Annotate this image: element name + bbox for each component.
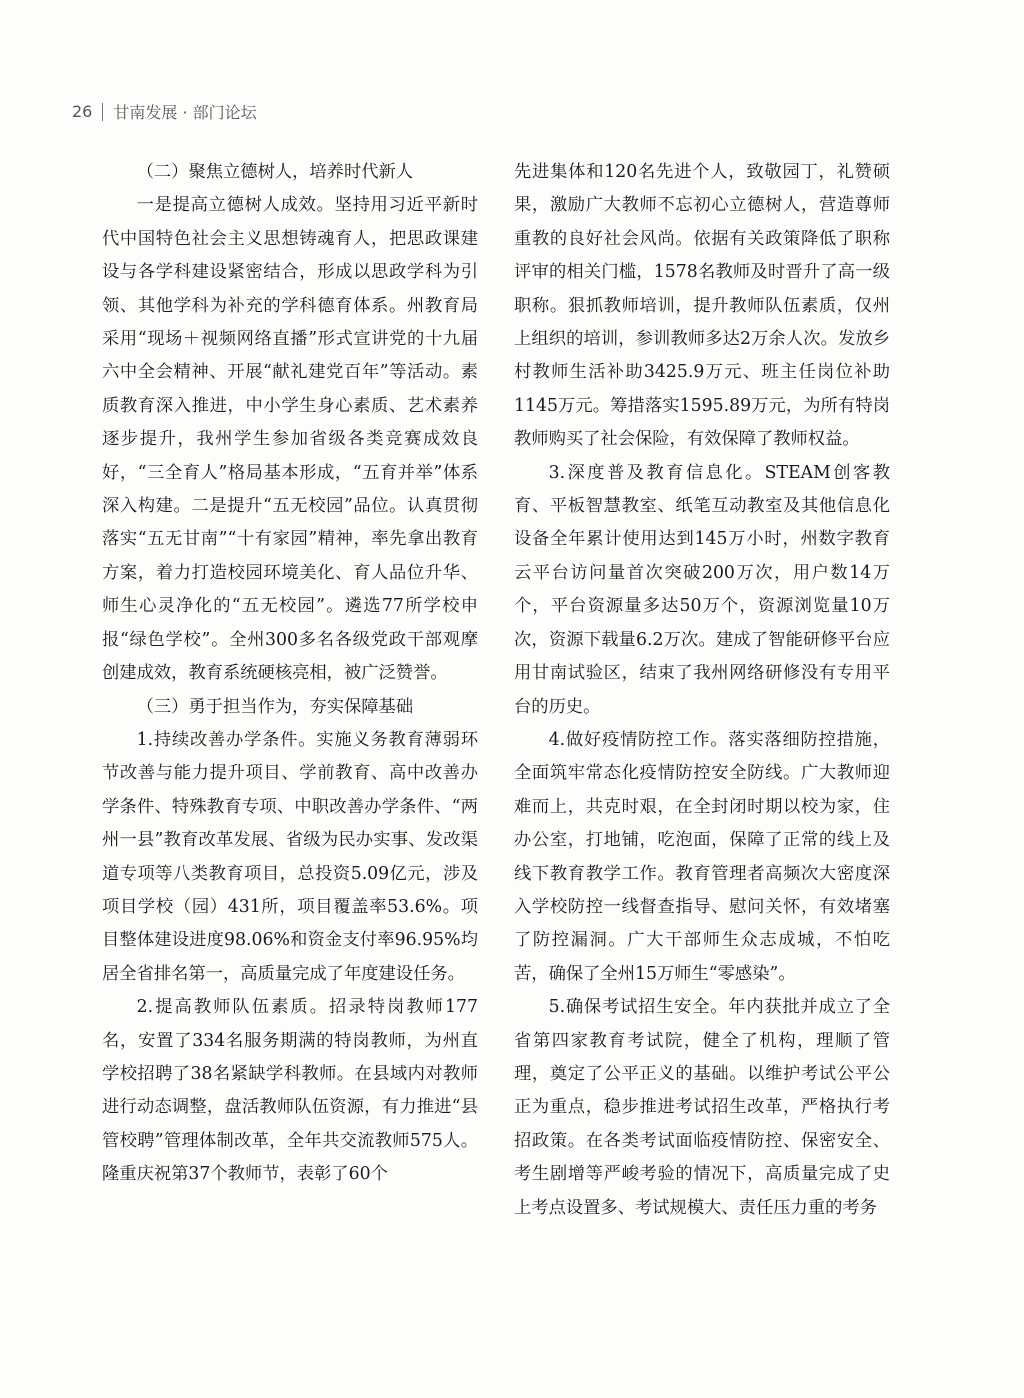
right-paragraph-3: 4.做好疫情防控工作。落实落细防控措施，全面筑牢常态化疫情防控安全防线。广大教师迎难而上，共克时艰，在全封闭时期以校为家，住办公室，打地铺，吃泡面，保障了正常的线上及线下教育教学工作。教育管理者高频次大密度深入学校防控一线督查指导、慰问关怀，有效堵塞了防控漏洞。广大干部师生众志成城，不怕吃苦，确保了全州15万师生“零感染”。 <box>514 729 890 984</box>
right-paragraph-2: 3.深度普及教育信息化。STEAM创客教育、平板智慧教室、纸笔互动教室及其他信息化设备全年累计使用达到145万小时，州数字教育云平台访问量首次突破200万次，用户数14万个，平台资源量多达50万个，资源浏览量10万次，资源下载量6.2万次。建成了智能研修平台应用甘南试验区，结束了我州网络研修没有专用平台的历史。 <box>514 462 890 717</box>
left-heading-2: （二）聚焦立德树人，培养时代新人 <box>136 162 414 182</box>
header-divider <box>102 103 103 121</box>
left-paragraph-1: 一是提高立德树人成效。坚持用习近平新时代中国特色社会主义思想铸魂育人，把思政课建设与各学科建设紧密结合，形成以思政学科为引领、其他学科为补充的学科德育体系。州教育局采用“现场＋视频网络直播”形式宣讲党的十九届六中全会精神、开展“献礼建党百年”等活动。素质教育深入推进，中小学生身心素质、艺术素养逐步提升，我州学生参加省级各类竞赛成效良好，“三全育人”格局基本形成，“五育并举”体系深入构建。二是提升“五无校园”品位。认真贯彻落实“五无甘南”“十有家园”精神，率先拿出教育方案，着力打造校园环境美化、育人品位升华、师生心灵净化的“五无校园”。遴选77所学校申报“绿色学校”。全州300多名各级党政干部观摩创建成效，教育系统硬核亮相，被广泛赞誉。 <box>102 195 478 684</box>
page-number: 26 <box>72 102 93 121</box>
section-title: 甘南发展 · 部门论坛 <box>113 103 257 122</box>
running-header <box>72 100 257 123</box>
left-heading-3: （三）勇于担当作为，夯实保障基础 <box>136 696 414 717</box>
right-paragraph-4: 5.确保考试招生安全。年内获批并成立了全省第四家教育考试院，健全了机构，理顺了管理，奠定了公平正义的基础。以维护考试公平公正为重点，稳步推进考试招生改革，严格执行考招政策。在各类考试面临疫情防控、保密安全、考生剧增等严峻考验的情况下，高质量完成了史上考点设置多、考试规模大、责任压力重的考务 <box>514 997 890 1218</box>
left-paragraph-2: 1.持续改善办学条件。实施义务教育薄弱环节改善与能力提升项目、学前教育、高中改善办学条件、特殊教育专项、中职改善办学条件、“两州一县”教育改革发展、省级为民办实事、发改渠道专项等八类教育项目，总投资5.09亿元，涉及项目学校（园）431所，项目覆盖率53.6%。项目整体建设进度98.06%和资金支付率96.95%均居全省排名第一，高质量完成了年度建设任务。 <box>102 729 478 984</box>
right-column <box>514 156 890 1225</box>
left-paragraph-3: 2.提高教师队伍素质。招录特岗教师177名，安置了334名服务期满的特岗教师，为州直学校招聘了38名紧缺学科教师。在县域内对教师进行动态调整，盘活教师队伍资源，有力推进“县管校聘”管理体制改革，全年共交流教师575人。隆重庆祝第37个教师节，表彰了60个 <box>102 997 478 1185</box>
left-column <box>102 156 478 1192</box>
right-paragraph-1: 先进集体和120名先进个人，致敬园丁，礼赞硕果，激励广大教师不忘初心立德树人，营造尊师重教的良好社会风尚。依据有关政策降低了职称评审的相关门槛，1578名教师及时晋升了高一级职称。狠抓教师培训，提升教师队伍素质，仅州上组织的培训，参训教师多达2万余人次。发放乡村教师生活补助3425.9万元、班主任岗位补助1145万元。筹措落实1595.89万元，为所有特岗教师购买了社会保险，有效保障了教师权益。 <box>514 162 890 450</box>
